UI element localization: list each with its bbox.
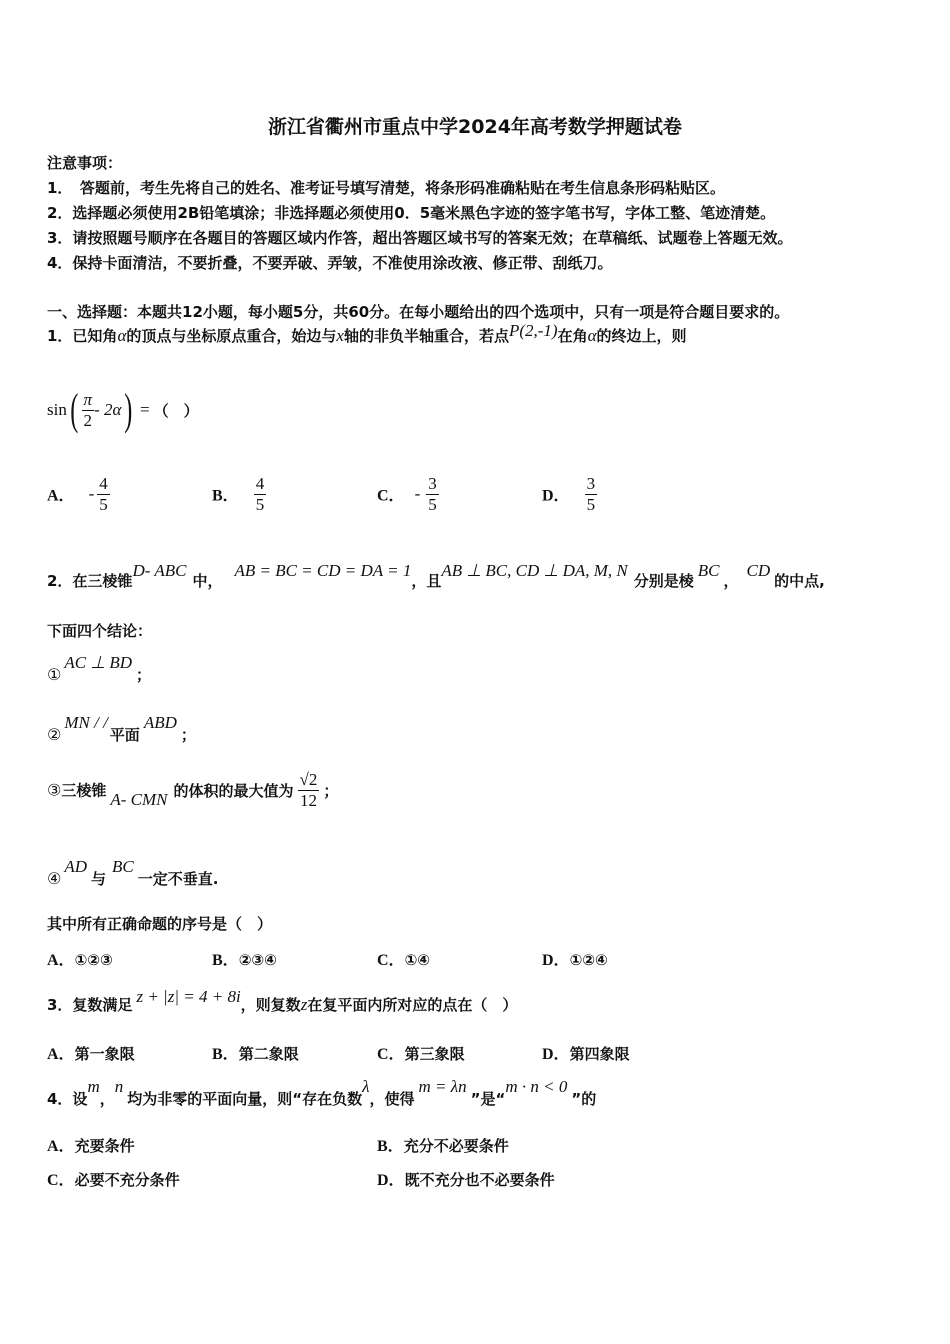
q3-expr: z + |z| = 4 + 8i	[136, 987, 241, 1006]
q2-claim-4	[47, 857, 219, 889]
q1-text: 在角	[557, 327, 588, 345]
claim-mark: ②	[47, 725, 62, 744]
left-paren-icon: (	[70, 385, 79, 434]
q2-claim-3	[47, 770, 338, 810]
option-label: D．	[377, 1172, 405, 1189]
q1-alpha: α	[587, 326, 597, 345]
option-text: 第三象限	[404, 1045, 465, 1063]
frac-num: 3	[586, 474, 596, 493]
q2-edge-bc: BC	[697, 561, 720, 580]
frac-num: 4	[99, 474, 108, 493]
claim-mark: ④	[47, 869, 62, 888]
question-1-stem	[47, 321, 687, 346]
q1-option-c[interactable]	[377, 474, 439, 514]
q1-option-b[interactable]	[212, 474, 266, 514]
q2-option-a[interactable]	[47, 947, 113, 970]
q1-frac-den: 2	[83, 410, 93, 430]
option-text: 既不充分也不必要条件	[404, 1171, 555, 1189]
q1-sin: sin	[47, 400, 67, 419]
frac-num: 3	[428, 474, 437, 493]
claim-tail: ；	[323, 781, 339, 800]
option-label: B．	[377, 1138, 404, 1155]
option-fraction	[426, 474, 439, 514]
frac-den: 5	[586, 494, 596, 514]
question-2-stem	[47, 561, 825, 591]
q3-text: 3．复数满足	[47, 996, 133, 1014]
q1-answer-paren: （ ）	[153, 401, 199, 420]
page-title: 浙江省衢州市重点中学2024年高考数学押题试卷	[268, 116, 682, 138]
q2-perp: AB ⊥ BC, CD ⊥ DA, M, N	[441, 561, 628, 580]
q1-minus-2alpha: ‑ 2α	[94, 400, 122, 419]
option-label: A．	[47, 1046, 75, 1063]
q3-option-d[interactable]	[542, 1041, 630, 1064]
option-label: B．	[212, 487, 239, 505]
option-label: D．	[542, 952, 570, 969]
claim-fraction	[298, 770, 320, 810]
claim-mark: ①	[47, 665, 62, 684]
frac-den: 5	[428, 494, 437, 514]
option-text: ①②④	[569, 951, 608, 969]
q1-option-a[interactable]	[47, 474, 110, 514]
option-label: C．	[377, 1046, 405, 1063]
q2-text: 中，	[192, 572, 223, 590]
option-text: 充要条件	[74, 1137, 135, 1155]
frac-den: 5	[255, 494, 265, 514]
q1-fraction	[82, 390, 95, 430]
claim-mark: ③	[47, 780, 62, 800]
q3-option-a[interactable]	[47, 1041, 135, 1064]
option-label: A．	[47, 952, 75, 969]
q3-option-b[interactable]	[212, 1041, 299, 1064]
q3-option-c[interactable]	[377, 1041, 465, 1064]
q4-text: 4．设	[47, 1090, 88, 1108]
option-label: D．	[542, 1046, 570, 1063]
q1-expression	[47, 385, 199, 434]
claim-text: 与	[91, 870, 107, 888]
q3-z: z	[300, 995, 308, 1014]
option-label: A．	[47, 1138, 75, 1155]
q4-text: ，使得	[369, 1090, 415, 1108]
option-text: ②③④	[238, 951, 277, 969]
claim-expr: BC	[112, 857, 134, 876]
frac-num: √2	[299, 770, 318, 789]
frac-den: 12	[299, 790, 317, 810]
option-label: C．	[377, 487, 405, 505]
claim-expr: MN / /	[64, 713, 108, 732]
q3-text: ，则复数	[240, 996, 301, 1014]
frac-den: 5	[99, 494, 108, 514]
option-label: B．	[212, 1046, 239, 1063]
q4-m: m	[87, 1077, 100, 1096]
question-3-stem	[47, 987, 518, 1015]
q3-text: 在复平面内所对应的点在（ ）	[307, 996, 518, 1014]
q4-text: 均为非零的平面向量，则“存在负数	[127, 1090, 363, 1108]
notice-item: 1． 答题前，考生先将自己的姓名、准考证号填写清楚，将条形码准确粘贴在考生信息条形码粘贴区。	[47, 179, 725, 197]
notice-item: 3．请按照题号顺序在各题目的答题区域内作答，超出答题区域书写的答案无效；在草稿纸、试题卷上答题无效。	[47, 229, 793, 247]
option-fraction	[585, 474, 598, 514]
q2-pyramid: D‑ ABC	[132, 561, 187, 580]
option-label: B．	[212, 952, 239, 969]
option-text: ①②③	[74, 951, 113, 969]
notice-item: 4．保持卡面清洁，不要折叠，不要弄破、弄皱，不准使用涂改液、修正带、刮纸刀。	[47, 254, 613, 272]
q2-option-d[interactable]	[542, 947, 608, 970]
q1-text: 1．已知角	[47, 327, 118, 345]
option-sign: ‑	[414, 484, 421, 504]
q2-equalities: AB = BC = CD = DA = 1	[234, 561, 412, 580]
option-label: C．	[47, 1172, 75, 1189]
q2-option-b[interactable]	[212, 947, 277, 970]
claim-tail: 一定不垂直.	[137, 870, 219, 888]
claim-expr: AC ⊥ BD	[64, 653, 133, 672]
option-label: C．	[377, 952, 405, 969]
q4-n: n	[114, 1077, 124, 1096]
q1-frac-num: π	[83, 389, 93, 409]
notice-item: 2．选择题必须使用2B铅笔填涂；非选择题必须使用0．5毫米黑色字迹的签字笔书写，字体工整、笔迹清楚。	[47, 204, 776, 222]
q4-text: ”是“	[470, 1090, 506, 1108]
claim-expr: A‑ CMN	[110, 790, 168, 810]
q1-point: P(2,‑1)	[508, 321, 558, 340]
claim-text: 三棱锥	[61, 781, 107, 800]
q1-equals: =	[140, 400, 150, 419]
q1-x: x	[336, 326, 344, 345]
q1-option-d[interactable]	[542, 474, 597, 514]
q4-option-d[interactable]	[377, 1167, 555, 1190]
q4-option-c[interactable]	[47, 1167, 180, 1190]
q2-option-c[interactable]	[377, 947, 430, 970]
right-paren-icon: )	[124, 385, 133, 434]
option-text: 第一象限	[74, 1045, 135, 1063]
q2-claim-1	[47, 653, 152, 685]
q4-option-b[interactable]	[377, 1133, 509, 1156]
claim-text: 平面	[109, 726, 140, 744]
option-sign: ‑	[88, 484, 95, 504]
q4-text: ，	[99, 1090, 115, 1108]
section-heading: 一、选择题：本题共12小题，每小题5分，共60分。在每小题给出的四个选项中，只有一项是符合题目要求的。	[47, 303, 790, 321]
option-fraction	[97, 474, 110, 514]
q4-expr: m = λn	[418, 1077, 467, 1096]
q2-text: ，	[723, 572, 739, 590]
option-text: 必要不充分条件	[74, 1171, 180, 1189]
option-text: 第四象限	[569, 1045, 630, 1063]
q1-text: 轴的非负半轴重合，若点	[343, 327, 509, 345]
q1-text: 的顶点与坐标原点重合，始边与	[126, 327, 337, 345]
q4-text: ”的	[571, 1090, 597, 1108]
q2-lead: 下面四个结论：	[47, 622, 153, 640]
q2-ask: 其中所有正确命题的序号是（ ）	[47, 915, 273, 933]
option-fraction	[254, 474, 267, 514]
frac-num: 4	[255, 474, 265, 493]
option-text: 第二象限	[238, 1045, 299, 1063]
q2-text: 的中点,	[774, 572, 825, 590]
q2-text: 2．在三棱锥	[47, 572, 133, 590]
q2-edge-cd: CD	[746, 561, 771, 580]
option-text: 充分不必要条件	[403, 1137, 509, 1155]
q4-option-a[interactable]	[47, 1133, 135, 1156]
notice-heading: 注意事项：	[47, 154, 123, 172]
claim-expr: AD	[64, 857, 88, 876]
q2-claim-2	[47, 713, 196, 745]
option-label: A．	[47, 487, 75, 505]
q1-alpha: α	[117, 326, 127, 345]
q2-text: 分别是棱	[633, 572, 694, 590]
q2-text: ，且	[411, 572, 442, 590]
claim-expr: ABD	[143, 713, 177, 732]
q1-text: 的终边上，则	[596, 327, 687, 345]
claim-tail: ；	[180, 726, 196, 744]
claim-tail: ；	[136, 666, 152, 684]
question-4-stem	[47, 1077, 597, 1109]
q4-expr: m · n < 0	[505, 1077, 568, 1096]
option-label: D．	[542, 487, 570, 505]
q4-lambda: λ	[362, 1077, 370, 1096]
option-text: ①④	[404, 951, 430, 969]
claim-text: 的体积的最大值为	[173, 781, 294, 800]
